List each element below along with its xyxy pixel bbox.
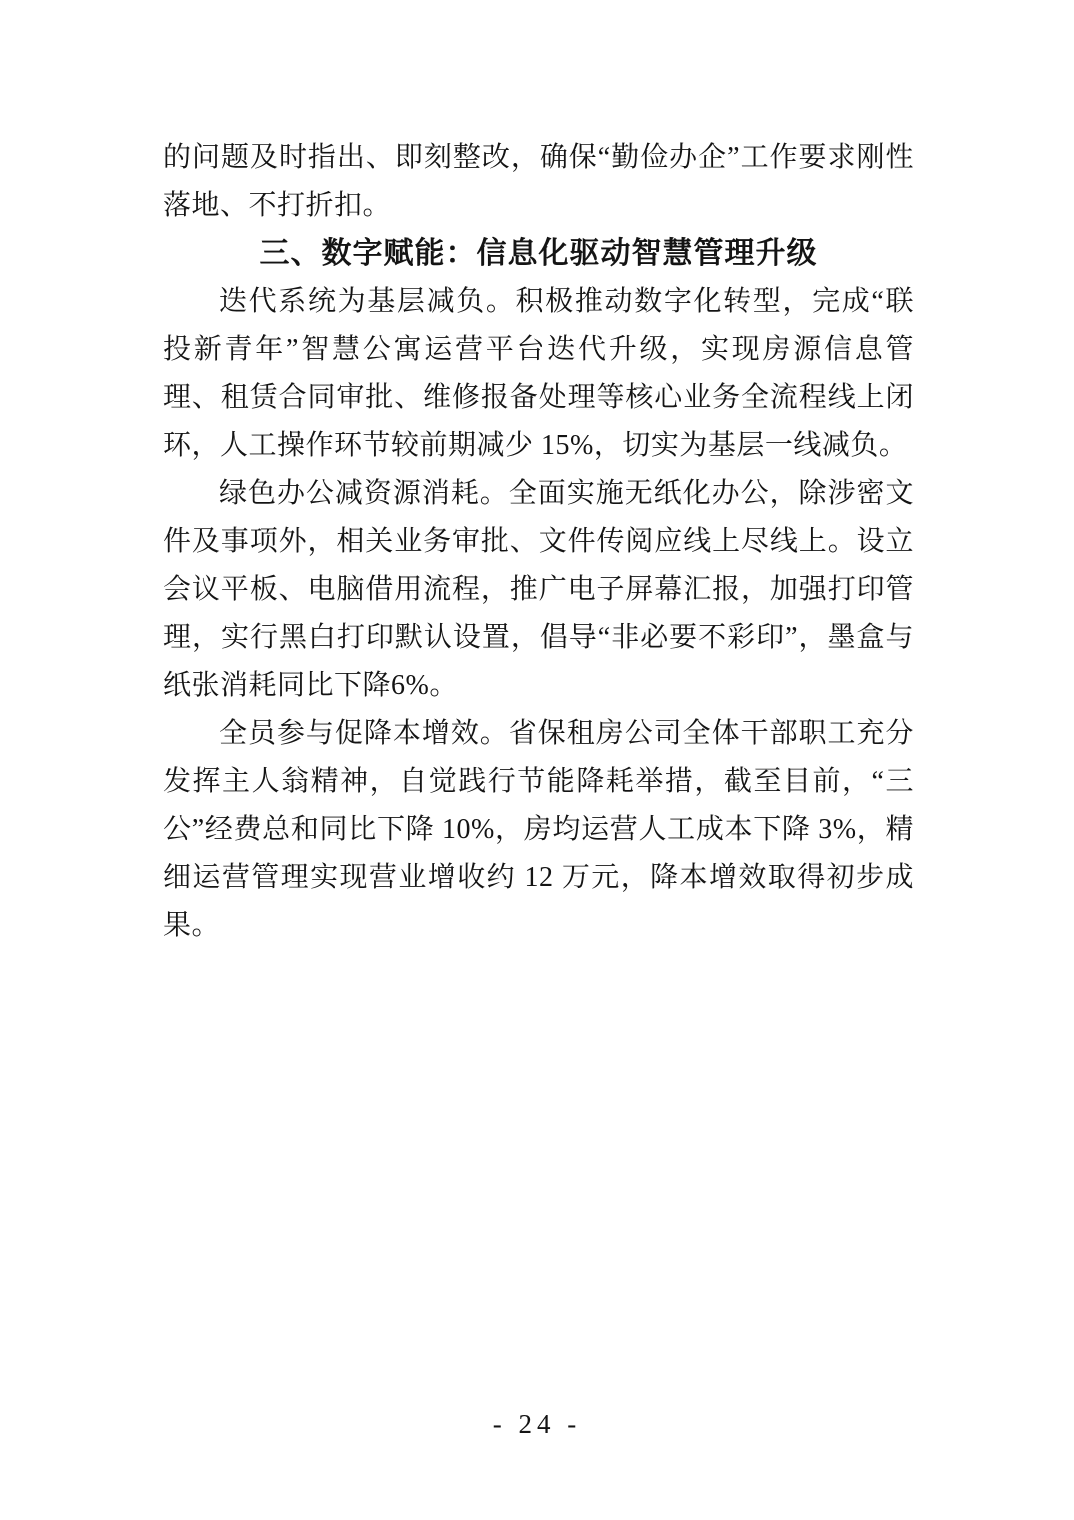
body-paragraph: 绿色办公减资源消耗。全面实施无纸化办公，除涉密文件及事项外，相关业务审批、文件传阅应线上尽线上。设立会议平板、电脑借用流程，推广电子屏幕汇报，加强打印管理，实行黑白打印默认设置，倡导“非必要不彩印”，墨盒与纸张消耗同比下降6%。 — [163, 478, 914, 701]
section-heading: 三、数字赋能：信息化驱动智慧管理升级 — [259, 237, 818, 270]
body-paragraph: 迭代系统为基层减负。积极推动数字化转型，完成“联投新青年”智慧公寓运营平台迭代升级，实现房源信息管理、租赁合同审批、维修报备处理等核心业务全流程线上闭环，人工操作环节较前期减少 15%，切实为基层一线减负。 — [163, 286, 914, 461]
page-number: - 24 - — [492, 1409, 582, 1439]
body-paragraph: 全员参与促降本增效。省保租房公司全体干部职工充分发挥主人翁精神，自觉践行节能降耗举措，截至目前，“三公”经费总和同比下降 10%，房均运营人工成本下降 3%，精细运营管理实现营业增收约 12 万元，降本增效取得初步成果。 — [163, 718, 914, 941]
document-body — [163, 134, 914, 950]
continuation-paragraph: 的问题及时指出、即刻整改，确保“勤俭办企”工作要求刚性落地、不打折扣。 — [163, 142, 914, 221]
